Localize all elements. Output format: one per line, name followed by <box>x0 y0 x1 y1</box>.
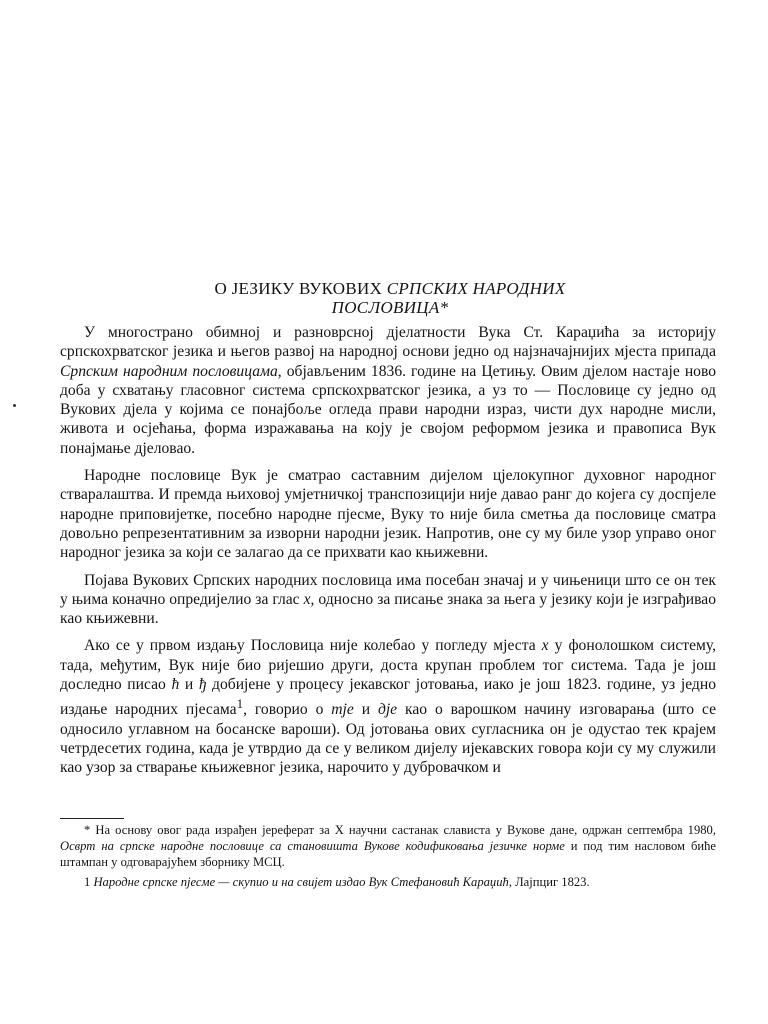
paragraph-2: Народне пословице Вук је сматрао саставним дијелом цјелокупног духовног народног стваралаштва. И премда њиховој умјетничкој транспозицији није давао ранг до којега су доспјеле народне приповијетке, посебно народне пјесме, Вуку то није била сметња да пословице сматра довољно репрезентативним за изворни народни језик. Напротив, оне су му биле узор управо оног народног језика за који се залагао да се прихвати као књижевни. <box>60 467 716 562</box>
paragraph-4-italic-dj: ђ <box>198 676 207 694</box>
paragraph-4-italic-tj: ћ <box>171 676 180 694</box>
title-line-1 <box>60 279 720 298</box>
paragraph-1-text-c: , објављеним 1836. године на Цетињу. Овим дјелом настаје ново доба у схватању гласовног система српскохрватског језика, а уз то — Пословице су једно од Вукових дјела у којима се понајбоље огледа прави народни израз, чисти дух народне мисли, живота и осјећања, форма изражавања на коју је својом реформом језика и правописа Вук понајмање дјеловао. <box>60 362 717 457</box>
paragraph-3 <box>60 571 716 629</box>
title-line-2: ПОСЛОВИЦА* <box>331 298 449 317</box>
footnote-1-mark: 1 <box>84 875 94 889</box>
paragraph-4-text-g: добијене у процесу јекавског јотовања, иако је још 1823. године, уз једно издање народних пјесама <box>60 676 716 719</box>
paragraph-4 <box>60 636 716 777</box>
paragraph-3-text-a: Појава Вукових Српских народних пословица има посебан значај и у чињеници што се он тек у њима коначно опредијелио за глас <box>60 571 716 608</box>
footnote-star-text-c: и под тим насловом биће штампан у одговарајућем зборнику МСЦ. <box>60 839 716 869</box>
paragraph-4-italic-h: х <box>541 637 549 655</box>
footnote-1-italic-title: Народне српске пјесме — скупио и на свијет издао Вук Стефановић Караџић <box>93 875 509 889</box>
footnote-1-text-b: , Лајпциг 1823. <box>508 875 590 889</box>
paragraph-3-text-c: , односно за писање знака за њега у језику који је изграђивао као књижевни. <box>60 590 716 628</box>
footnotes <box>60 822 716 894</box>
paragraph-4-text-j: и <box>353 701 378 719</box>
paragraph-1-text-a: У многострано обимној и разноврсној дјелатности Вука Ст. Караџића за историју српскохрватског језика и његов развој на народној основи једно од најзначајнијих мјеста припада <box>60 324 716 361</box>
paragraph-4-text-e: и <box>179 676 199 694</box>
paragraph-4-text-h: , говорио о <box>243 701 332 719</box>
paragraph-4-text-l: као о варошком начину изговарања (што се односило углавном на босанске вароши). Од јотовања ових сугласника он је одустао тек крајем четрдесетих година, када је утврдио да се у великом дијелу ијекавских говора који су му служили као узор за стварање књижевног језика, нарочито у дубровачком и <box>60 701 716 777</box>
paragraph-1-italic-title: Српским народним пословицама <box>60 362 278 380</box>
footnote-ref-1: 1 <box>236 696 244 712</box>
scan-speck <box>13 404 16 407</box>
footnote-star-text-a: На основу овог рада израђен јереферат за X научни састанак слависта у Вукове дане, одржан септембра 1980, <box>95 823 716 837</box>
paragraph-4-italic-tje: тје <box>331 701 354 719</box>
paragraph-1 <box>60 323 716 458</box>
article-title <box>60 279 720 317</box>
footnote-star-mark: * <box>84 823 96 837</box>
title-italic: СРПСКИХ НАРОДНИХ <box>386 279 566 298</box>
footnote-divider <box>60 818 124 819</box>
paragraph-3-italic-letter: х <box>303 590 311 608</box>
footnote-star <box>60 822 716 870</box>
footnote-star-italic-title: Осврт на српске народне пословице са становишта Вукове кодификовања језичке норме <box>60 839 565 853</box>
article-body <box>60 323 716 786</box>
title-plain: О ЈЕЗИКУ ВУКОВИХ <box>214 279 387 298</box>
footnote-1 <box>60 874 716 890</box>
paragraph-4-text-a: Ако се у првом издању Пословица није колебао у погледу мјеста <box>84 637 542 655</box>
paragraph-4-italic-dje: дје <box>377 701 398 719</box>
paragraph-4-text-c: у фонолошком систему, тада, међутим, Вук није био ријешио други, доста крупан проблем тог система. Тада је још доследно писао <box>60 637 716 694</box>
